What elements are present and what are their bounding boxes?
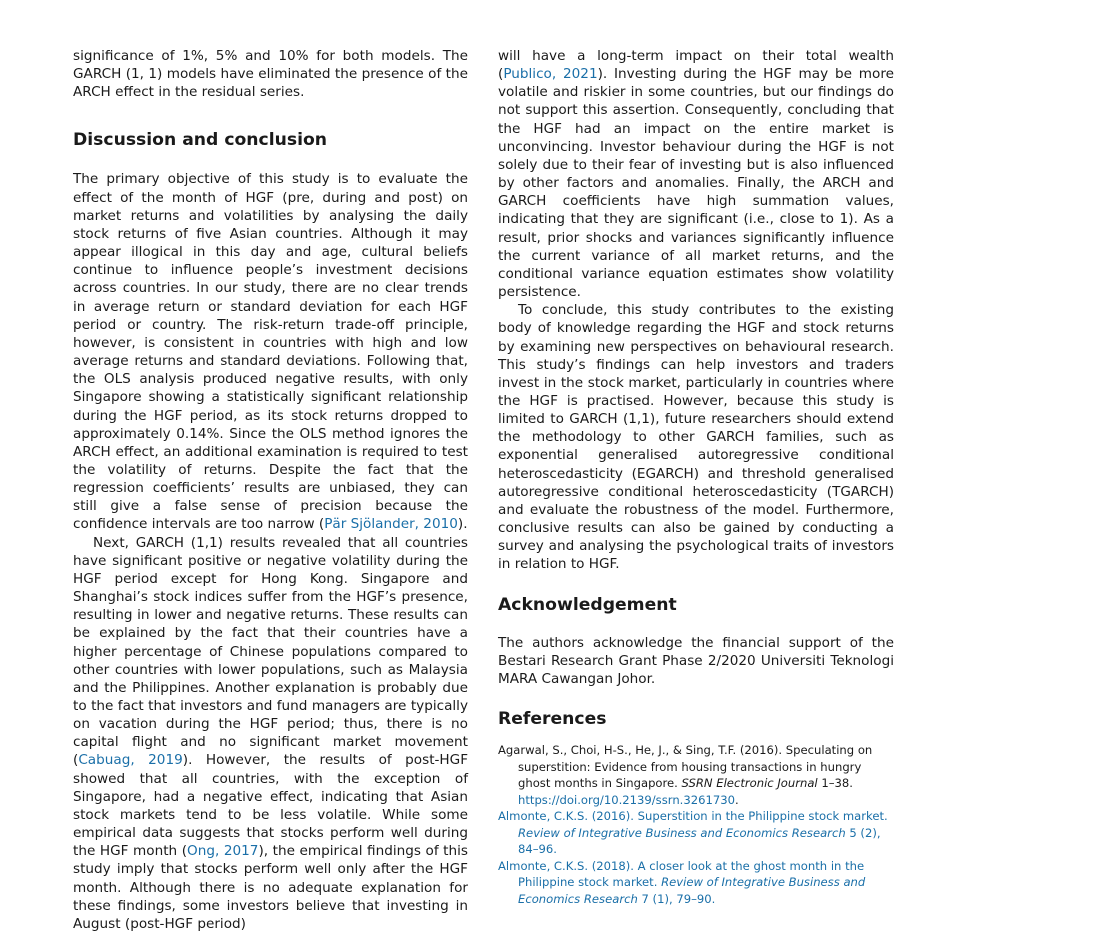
paragraph-conclusion: To conclude, this study contributes to the existing body of knowledge regarding the HGF and stock returns by examining new perspectives on behavioural research. This study’s findings can help investors and traders invest in the stock market, particularly in countries where the HGF is practised. However, because this study is limited to GARCH (1,1), future researchers should extend the methodology to other GARCH families, such as exponential generalised autoregressive conditional heteroscedasticity (EGARCH) and threshold generalised autoregressive conditional heteroscedasticity (TGARCH) and evaluate the robustness of the model. Furthermore, conclusive results can also be gained by conducting a survey and analysing the psychological traits of investors in relation to HGF.	[498, 302, 894, 573]
reference-text: 5 (2), 84–96.	[518, 825, 881, 856]
citation-link-ong[interactable]: Ong, 2017	[187, 843, 259, 860]
section-heading-acknowledgement: Acknowledgement	[498, 594, 677, 615]
paragraph-text: will have a long-term impact on their total wealth (	[498, 48, 894, 83]
paragraph-text: ). However, the results of post-HGF showed that all countries, with the exception of Singapore, had a negative effect, indicating that Asian stock markets tend to be less volatile. While some empirical data suggests that stocks perform well during the HGF month (	[73, 752, 469, 860]
reference-text: 1–38.	[817, 776, 853, 790]
reference-item-agarwal	[498, 742, 894, 808]
reference-text: Almonte, C.K.S. (2018). A closer look at the ghost month in the Philippine stock market.	[498, 858, 865, 889]
paragraph-text: ). Investing during the HGF may be more volatile and riskier in some countries, but our findings do not support this assertion. Consequently, concluding that the HGF had an impact on the entire market is unconvincing. Investor behaviour during the HGF is not solely due to their fear of investing but is also influenced by other factors and anomalies. Finally, the ARCH and GARCH coefficients have high summation values, indicating that they are significant (i.e., close to 1). As a result, prior shocks and variances significantly influence the current variance of all market returns, and the conditional variance equation estimates show volatility persistence.	[498, 66, 894, 301]
reference-text: Agarwal, S., Choi, H-S., He, J., & Sing, T.F. (2016). Speculating on superstition: Evidence from housing transactions in hungry ghost months in Singapore.	[498, 743, 873, 790]
reference-doi-link[interactable]: https://doi.org/10.2139/ssrn.3261730	[518, 792, 735, 807]
paragraph-long-term-impact	[498, 47, 894, 301]
paragraph-acknowledgement: The authors acknowledge the financial support of the Bestari Research Grant Phase 2/2020 Universiti Teknologi MARA Cawangan Johor.	[498, 634, 894, 687]
reference-journal: SSRN Electronic Journal	[681, 776, 818, 790]
paragraph-primary-objective	[73, 170, 468, 533]
section-heading-discussion: Discussion and conclusion	[73, 130, 328, 151]
citation-link-cabuag[interactable]: Cabuag, 2019	[78, 752, 183, 769]
reference-text: Almonte, C.K.S. (2016). Superstition in the Philippine stock market.	[498, 809, 888, 823]
reference-item-almonte-2016[interactable]	[498, 808, 894, 858]
paragraph-text: ).	[457, 516, 468, 533]
reference-item-almonte-2018[interactable]	[498, 858, 894, 908]
section-heading-references: References	[498, 709, 607, 729]
reference-text: 7 (1), 79–90.	[637, 891, 716, 906]
paragraph-text: The primary objective of this study is to evaluate the effect of the month of HGF (pre, during and post) on market returns and volatilities by analysing the daily stock returns of five Asian countries. Although it may appear illogical in this day and age, cultural beliefs continue to influence people’s investment decisions across countries. In our study, there are no clear trends in average return or standard deviation for each HGF period or country. The risk-return trade-off principle, however, is consistent in countries with high and low average returns and standard deviations. Following that, the OLS analysis produced negative results, with only Singapore showing a statistically significant relationship during the HGF period, as its stock returns dropped to approximately 0.14%. Since the OLS method ignores the ARCH effect, an additional examination is required to test the volatility of returns. Despite the fact that the regression coefficients’ results are unbiased, they can still give a false sense of precision because the confidence intervals are too narrow (	[73, 171, 468, 533]
left-column	[73, 47, 468, 933]
paragraph-text: Next, GARCH (1,1) results revealed that all countries have significant positive or negative volatility during the HGF period except for Hong Kong. Singapore and Shanghai’s stock indices suffer from the HGF’s presence, resulting in lower and negative returns. These results can be explained by the fact that their countries have a higher percentage of Chinese populations compared to other countries with lower populations, such as Malaysia and the Philippines. Another explanation is probably due to the fact that investors and fund managers are typically on vacation during the HGF period; thus, there is no capital flight and no significant market movement (	[73, 534, 468, 769]
citation-link-publico[interactable]: Publico, 2021	[503, 66, 598, 83]
paragraph-results-end: significance of 1%, 5% and 10% for both models. The GARCH (1, 1) models have eliminated the presence of the ARCH effect in the residual series.	[73, 48, 468, 101]
citation-link-sjolander[interactable]: Pӓr Sjӧlander, 2010	[324, 516, 458, 533]
reference-journal: Review of Integrative Business and Economics Research	[518, 875, 866, 906]
reference-text: .	[735, 792, 739, 807]
paragraph-text: ), the empirical findings of this study imply that stocks perform well only after the HGF month. Although there is no adequate explanation for these findings, some investors believe that investing in August (post-HGF period)	[73, 843, 468, 932]
paragraph-garch-results	[73, 534, 468, 933]
references-list	[498, 742, 894, 907]
right-column	[498, 47, 894, 907]
reference-journal: Review of Integrative Business and Economics Research	[518, 825, 846, 840]
